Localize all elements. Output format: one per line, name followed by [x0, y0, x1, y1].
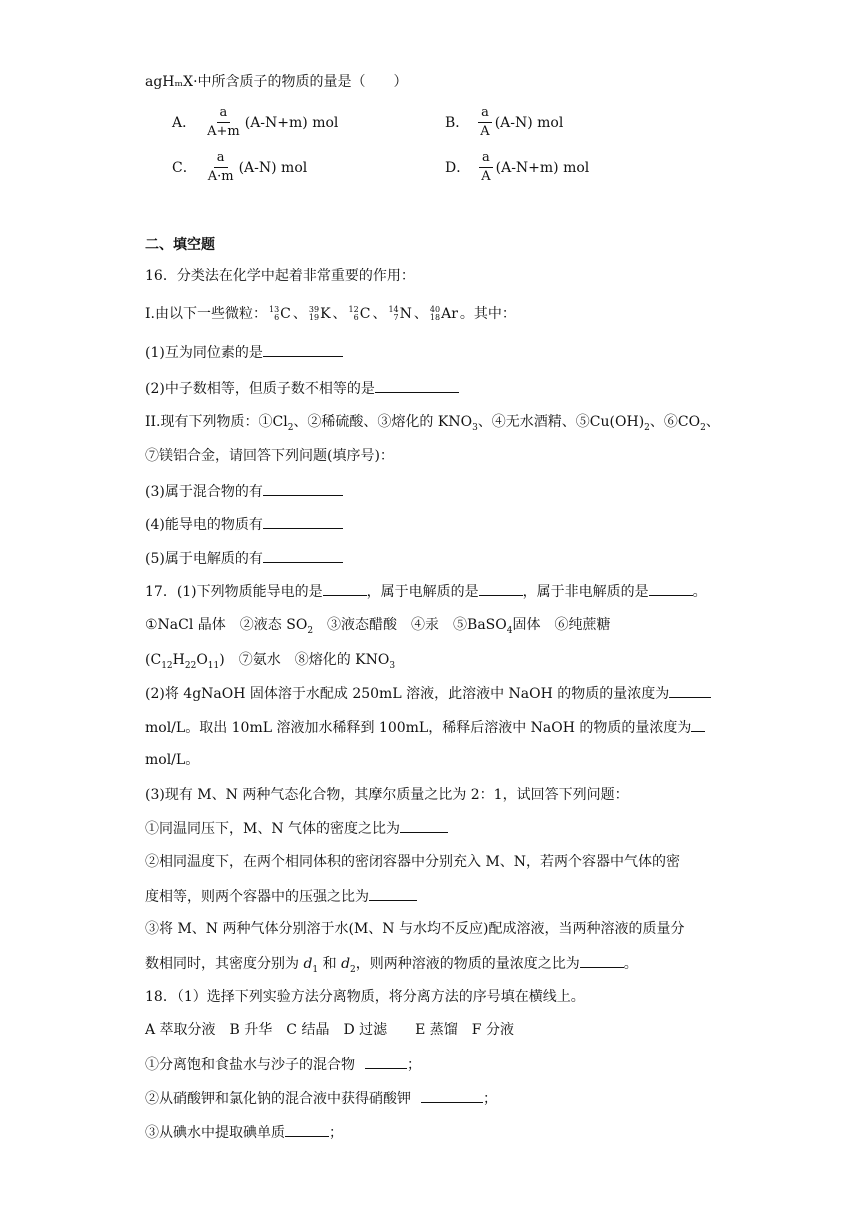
- option-letter: B．: [445, 114, 470, 131]
- q16-sub2-text: (2)中子数相等，但质子数不相等的是: [145, 381, 375, 397]
- answer-blank[interactable]: [580, 953, 624, 968]
- q18-sub1: [145, 1054, 421, 1075]
- element-symbol: K: [320, 306, 331, 322]
- q16-sub1: [145, 342, 343, 363]
- subscript: 2: [700, 422, 706, 433]
- option-tail: (A-N) mol: [494, 114, 564, 131]
- nuclide-ar40: [430, 304, 458, 324]
- nuclide-c12: [349, 304, 371, 324]
- fraction-denominator: A: [480, 124, 490, 139]
- answer-blank[interactable]: [421, 1088, 483, 1103]
- q16-sub5-text: (5)属于电解质的有: [145, 551, 263, 567]
- nuclide-k39: [309, 304, 331, 324]
- q15-option-a: [172, 104, 338, 141]
- answer-blank[interactable]: [691, 717, 705, 732]
- q16-part2: [145, 412, 720, 438]
- q15-stem-text: agHₘX·中所含质子的物质的量是（ ）: [145, 74, 408, 90]
- density-symbol: d: [303, 956, 313, 972]
- q18-text: ③从碘水中提取碘单质: [145, 1125, 285, 1141]
- q17-part3-text: 。: [623, 956, 638, 972]
- section-heading: 二、填空题: [145, 237, 215, 253]
- mass-number: 39: [308, 305, 320, 314]
- fraction: [204, 104, 243, 141]
- q17-part2-text: mol/L。取出 10mL 溶液加水稀释到 100mL，稀释后溶液中 NaOH 的物质的量浓度为: [145, 720, 692, 736]
- answer-blank[interactable]: [479, 581, 523, 596]
- q17-list-text: H: [172, 652, 185, 668]
- answer-blank[interactable]: [263, 342, 343, 357]
- mass-number: 14: [388, 305, 399, 314]
- q17-list-text: O: [196, 652, 208, 668]
- q18-methods: A 萃取分液 B 升华 C 结晶 D 过滤 E 蒸馏 F 分液: [145, 1022, 514, 1038]
- atomic-number: 6: [353, 313, 359, 322]
- q16-part1: [145, 304, 516, 324]
- density-symbol: d: [341, 956, 351, 972]
- q17-list-text: ①NaCl 晶体 ②液态 SO: [145, 617, 308, 633]
- q17-part3-iii-1: ③将 M、N 两种气体分别溶于水(M、N 与水均不反应)配成溶液，当两种溶液的质量分: [145, 921, 685, 937]
- q15-stem: [145, 72, 408, 92]
- answer-blank[interactable]: [263, 481, 343, 496]
- q16-part2-text: II.现有下列物质：①Cl: [145, 414, 288, 430]
- fraction: [205, 149, 237, 186]
- q17-text: ，属于电解质的是: [366, 584, 479, 600]
- q16-part2-line2: ⑦镁铝合金，请回答下列问题(填序号)：: [145, 448, 394, 464]
- answer-blank[interactable]: [649, 581, 693, 596]
- atomic-number: 7: [393, 313, 399, 322]
- option-letter: C．: [172, 159, 197, 176]
- q17-part3-i: [145, 818, 448, 839]
- subscript: 2: [350, 964, 356, 975]
- q17-part3-text: ，则两种溶液的物质的量浓度之比为: [355, 956, 580, 972]
- fraction-numerator: a: [479, 149, 493, 168]
- q17-list-line2: [145, 650, 395, 676]
- q18-text: ①分离饱和食盐水与沙子的混合物: [145, 1057, 355, 1073]
- q16-part1-suffix: 。其中：: [459, 306, 516, 322]
- q18-text: ②从硝酸钾和氯化钠的混合液中获得硝酸钾: [145, 1091, 411, 1107]
- q15-option-b: [445, 104, 563, 141]
- nuclide-c13: [269, 304, 291, 324]
- q17-list-text: ③液态醋酸 ④汞 ⑤BaSO: [313, 617, 507, 633]
- q17-part3-text: 度相等，则两个容器中的压强之比为: [145, 889, 369, 905]
- element-symbol: Ar: [441, 306, 458, 322]
- element-symbol: C: [359, 306, 371, 322]
- fraction-denominator: A·m: [207, 169, 234, 184]
- answer-blank[interactable]: [375, 378, 459, 393]
- subscript: 3: [472, 422, 478, 433]
- q16-sub4-text: (4)能导电的物质有: [145, 517, 263, 533]
- q17-part3-text: ①同温同压下，M、N 气体的密度之比为: [145, 821, 401, 837]
- q17-part3-iii-2: [145, 953, 638, 980]
- q15-option-d: [445, 149, 589, 186]
- q16-part2-text: 、⑥CO: [649, 414, 701, 430]
- answer-blank[interactable]: [669, 683, 711, 698]
- atomic-number: 19: [308, 313, 320, 322]
- subscript: 1: [312, 964, 319, 975]
- q17-part2-line1: [145, 683, 711, 704]
- q17-text: 。: [692, 584, 707, 600]
- answer-blank[interactable]: [365, 1054, 407, 1069]
- q16-sub3-text: (3)属于混合物的有: [145, 484, 263, 500]
- answer-blank[interactable]: [263, 514, 343, 529]
- fraction-denominator: A: [481, 169, 491, 184]
- q17-part2-text: (2)将 4gNaOH 固体溶于水配成 250mL 溶液，此溶液中 NaOH 的物质的量浓度为: [145, 686, 670, 702]
- fraction-denominator: A+m: [207, 124, 240, 139]
- q16-sub3: [145, 481, 343, 502]
- subscript: 12: [161, 660, 173, 671]
- fraction-numerator: a: [478, 104, 492, 123]
- separator: 、: [292, 306, 307, 322]
- answer-blank[interactable]: [323, 581, 367, 596]
- separator: 、: [372, 306, 387, 322]
- q17-part3-line1: (3)现有 M、N 两种气态化合物，其摩尔质量之比为 2：1，试回答下列问题：: [145, 787, 629, 803]
- answer-blank[interactable]: [400, 818, 448, 833]
- q16-stem: 16．分类法在化学中起着非常重要的作用：: [145, 268, 415, 284]
- element-symbol: C: [280, 306, 291, 322]
- option-letter: A．: [172, 114, 197, 131]
- q16-sub1-text: (1)互为同位素的是: [145, 345, 263, 361]
- q17-stem: [145, 581, 707, 602]
- q17-part2-line2: [145, 717, 705, 738]
- q16-part2-text: 、: [705, 414, 720, 430]
- mass-number: 13: [268, 305, 280, 314]
- fraction-numerator: a: [214, 149, 228, 168]
- option-tail: (A-N) mol: [238, 159, 308, 176]
- nuclide-n14: [388, 304, 411, 324]
- q16-part1-prefix: I.由以下一些微粒：: [145, 306, 267, 322]
- option-letter: D．: [445, 159, 471, 176]
- atomic-number: 6: [274, 313, 280, 322]
- q16-sub2: [145, 378, 459, 399]
- q17-list-text: ) ⑦氨水 ⑧熔化的 KNO: [219, 652, 390, 668]
- q16-sub5: [145, 548, 343, 569]
- answer-blank[interactable]: [263, 548, 343, 563]
- fraction: [478, 149, 493, 186]
- separator: 、: [413, 306, 428, 322]
- q17-list-text: (C: [145, 652, 162, 668]
- q15-option-c: [172, 149, 307, 186]
- q18-text: ；: [483, 1091, 497, 1107]
- q18-text: ；: [407, 1057, 421, 1073]
- answer-blank[interactable]: [369, 886, 417, 901]
- element-symbol: N: [399, 306, 412, 322]
- subscript: 4: [506, 625, 513, 636]
- subscript: 11: [207, 660, 220, 671]
- subscript: 2: [307, 625, 314, 636]
- mass-number: 12: [348, 305, 359, 314]
- fraction-numerator: a: [217, 104, 231, 123]
- q18-sub3: [145, 1122, 343, 1143]
- q17-part3-text: 数相同时，其密度分别为: [145, 956, 299, 972]
- q17-part2-line3: mol/L。: [145, 752, 200, 768]
- q16-part2-text: 、④无水酒精、⑤Cu(OH): [477, 414, 645, 430]
- subscript: 2: [644, 422, 650, 433]
- q18-stem: 18．（1）选择下列实验方法分离物质，将分离方法的序号填在横线上。: [145, 989, 585, 1005]
- q17-part3-ii-2: [145, 886, 417, 907]
- option-tail: (A-N+m) mol: [495, 159, 590, 176]
- separator: 、: [332, 306, 347, 322]
- q18-sub2: [145, 1088, 497, 1109]
- q17-list-text: 固体 ⑥纯蔗糖: [512, 617, 611, 633]
- subscript: 3: [389, 660, 396, 671]
- q17-part3-text: 和: [322, 956, 337, 972]
- q17-part3-ii-1: ②相同温度下，在两个相同体积的密闭容器中分别充入 M、N，若两个容器中气体的密: [145, 854, 681, 870]
- mass-number: 40: [429, 305, 441, 314]
- q16-sub4: [145, 514, 343, 535]
- q17-text: 17．(1)下列物质能导电的是: [145, 584, 323, 600]
- subscript: 2: [287, 422, 294, 433]
- subscript: 22: [184, 660, 197, 671]
- answer-blank[interactable]: [285, 1122, 329, 1137]
- q17-list: [145, 615, 610, 641]
- option-tail: (A-N+m) mol: [244, 114, 339, 131]
- q18-text: ；: [329, 1125, 343, 1141]
- q16-part2-text: 、②稀硫酸、③熔化的 KNO: [293, 414, 473, 430]
- q17-text: ，属于非电解质的是: [522, 584, 649, 600]
- fraction: [477, 104, 492, 141]
- atomic-number: 18: [429, 313, 441, 322]
